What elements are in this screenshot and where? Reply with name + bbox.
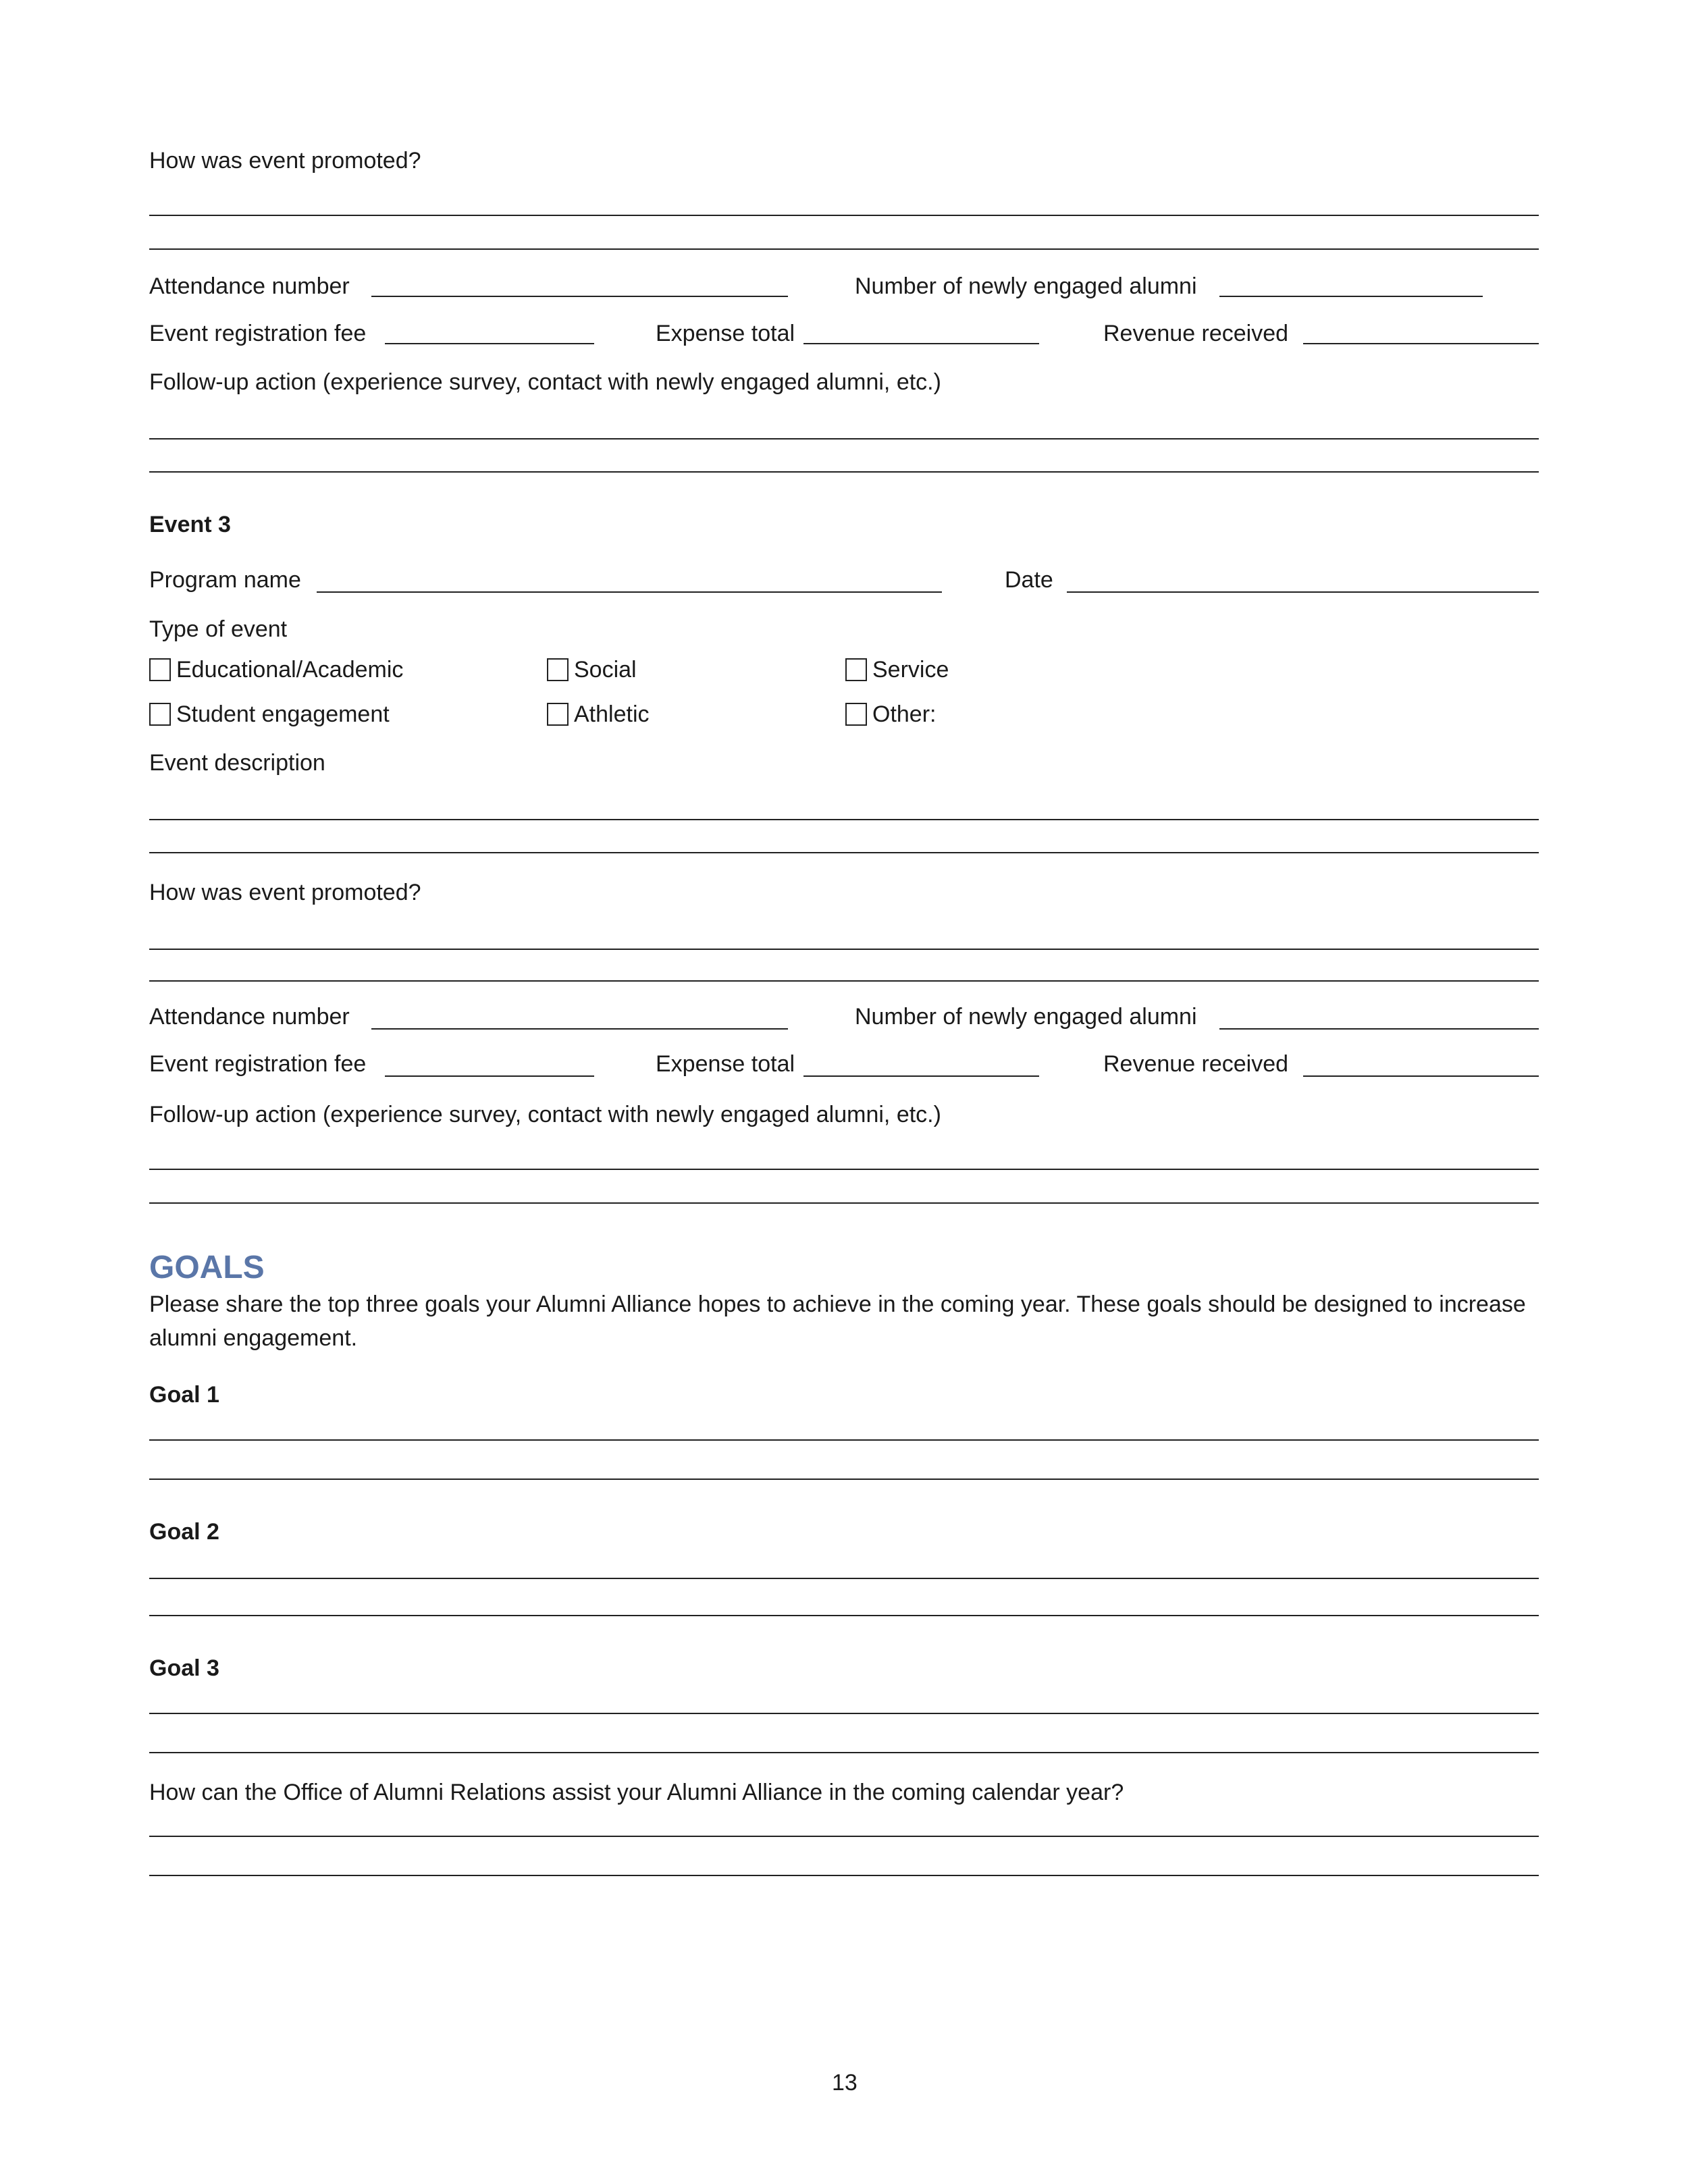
checkbox-label: Student engagement	[176, 701, 390, 727]
goal2-line-2[interactable]	[149, 1615, 1539, 1616]
checkbox-label: Athletic	[574, 701, 650, 727]
promoted-label: How was event promoted?	[149, 148, 421, 174]
revenue-label: Revenue received	[1103, 321, 1289, 346]
expense-label: Expense total	[656, 321, 795, 346]
date-label: Date	[1005, 567, 1053, 593]
assist-label: How can the Office of Alumni Relations assist your Alumni Alliance in the coming calendar year?	[149, 1780, 1124, 1805]
description-label: Event description	[149, 750, 325, 776]
checkbox-icon[interactable]	[547, 703, 569, 726]
promoted-line-2[interactable]	[149, 248, 1539, 250]
checkbox-service[interactable]	[845, 656, 949, 683]
fee-field[interactable]	[385, 1075, 594, 1077]
newly-engaged-field[interactable]	[1219, 296, 1483, 297]
goal2-label: Goal 2	[149, 1519, 219, 1545]
fee-field[interactable]	[385, 343, 594, 344]
attendance-field[interactable]	[371, 1028, 788, 1030]
followup-line-1[interactable]	[149, 1169, 1539, 1170]
checkbox-icon[interactable]	[845, 658, 867, 681]
goals-intro: Please share the top three goals your Alumni Alliance hopes to achieve in the coming year. These goals should be designed to increase alumni engagement.	[149, 1291, 1526, 1351]
checkbox-icon[interactable]	[845, 703, 867, 726]
goal3-label: Goal 3	[149, 1655, 219, 1681]
revenue-label: Revenue received	[1103, 1051, 1289, 1077]
date-field[interactable]	[1067, 591, 1539, 593]
goal1-line-1[interactable]	[149, 1439, 1539, 1441]
goal1-line-2[interactable]	[149, 1479, 1539, 1480]
attendance-field[interactable]	[371, 296, 788, 297]
checkbox-icon[interactable]	[547, 658, 569, 681]
attendance-label: Attendance number	[149, 1004, 350, 1030]
assist-line-1[interactable]	[149, 1836, 1539, 1837]
goal3-line-2[interactable]	[149, 1752, 1539, 1753]
checkbox-student-engagement[interactable]	[149, 701, 390, 728]
checkbox-other[interactable]	[845, 701, 936, 728]
checkbox-label: Service	[872, 657, 949, 683]
type-label: Type of event	[149, 616, 288, 642]
goal2-line-1[interactable]	[149, 1578, 1539, 1579]
checkbox-icon[interactable]	[149, 703, 171, 726]
event3-heading: Event 3	[149, 512, 231, 537]
checkbox-social[interactable]	[547, 656, 637, 683]
description-line-1[interactable]	[149, 819, 1539, 820]
goals-heading: GOALS	[149, 1250, 265, 1285]
expense-field[interactable]	[803, 343, 1039, 344]
goal3-line-1[interactable]	[149, 1713, 1539, 1714]
checkbox-label: Other:	[872, 701, 937, 727]
checkbox-athletic[interactable]	[547, 701, 650, 728]
followup-line-1[interactable]	[149, 438, 1539, 440]
checkbox-icon[interactable]	[149, 658, 171, 681]
description-line-2[interactable]	[149, 852, 1539, 853]
fee-label: Event registration fee	[149, 1051, 367, 1077]
followup-label: Follow-up action (experience survey, contact with newly engaged alumni, etc.)	[149, 369, 941, 395]
promoted-label: How was event promoted?	[149, 880, 421, 905]
checkbox-label: Social	[574, 657, 637, 683]
revenue-field[interactable]	[1303, 343, 1539, 344]
assist-line-2[interactable]	[149, 1875, 1539, 1876]
program-field[interactable]	[317, 591, 942, 593]
attendance-label: Attendance number	[149, 273, 350, 299]
promoted-line-1[interactable]	[149, 215, 1539, 216]
program-label: Program name	[149, 567, 301, 593]
followup-label: Follow-up action (experience survey, contact with newly engaged alumni, etc.)	[149, 1102, 941, 1127]
checkbox-label: Educational/Academic	[176, 657, 404, 683]
goal1-label: Goal 1	[149, 1382, 219, 1408]
promoted-line-2[interactable]	[149, 980, 1539, 982]
expense-field[interactable]	[803, 1075, 1039, 1077]
followup-line-2[interactable]	[149, 1202, 1539, 1204]
newly-engaged-field[interactable]	[1219, 1028, 1539, 1030]
revenue-field[interactable]	[1303, 1075, 1539, 1077]
newly-engaged-label: Number of newly engaged alumni	[855, 273, 1197, 299]
page-number: 13	[832, 2070, 858, 2096]
followup-line-2[interactable]	[149, 471, 1539, 473]
promoted-line-1[interactable]	[149, 949, 1539, 950]
newly-engaged-label: Number of newly engaged alumni	[855, 1004, 1197, 1030]
fee-label: Event registration fee	[149, 321, 367, 346]
checkbox-educational[interactable]	[149, 656, 403, 683]
expense-label: Expense total	[656, 1051, 795, 1077]
